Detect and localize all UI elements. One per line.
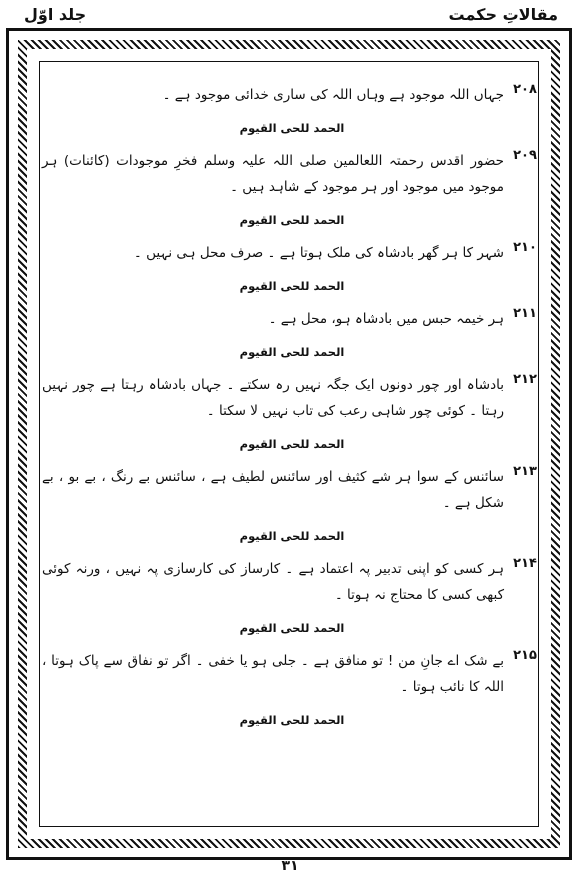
section-divider: الحمد للحی القیوم bbox=[239, 713, 345, 727]
saying-number: ۲۱۴ bbox=[513, 556, 537, 571]
saying-number: ۲۱۵ bbox=[513, 648, 537, 663]
saying-entry bbox=[42, 464, 542, 516]
saying-text: ہر خیمہ حبس میں بادشاہ ہو، محل ہے ۔ bbox=[268, 311, 504, 327]
saying-entry bbox=[42, 372, 542, 424]
page-number: ۳۱ bbox=[281, 858, 299, 874]
book-title: مقالاتِ حکمت bbox=[448, 5, 558, 24]
section-divider: الحمد للحی القیوم bbox=[239, 437, 345, 451]
saying-entry bbox=[42, 556, 542, 608]
saying-text: جہاں اللہ موجود ہے وہاں اللہ کی ساری خدائی موجود ہے ۔ bbox=[162, 87, 504, 103]
saying-text: بادشاہ اور چور دونوں ایک جگہ نہیں رہ سکتے ۔ جہاں بادشاہ رہتا ہے چور نہیں رہتا ۔ کوئی چور شاہی رعب کی تاب نہیں لا سکتا ۔ bbox=[42, 377, 504, 419]
saying-number: ۲۱۰ bbox=[513, 240, 537, 255]
section-divider: الحمد للحی القیوم bbox=[239, 621, 345, 635]
saying-entry bbox=[42, 240, 542, 266]
saying-entry bbox=[42, 306, 542, 332]
saying-text: ہر کسی کو اپنی تدبیر پہ اعتماد ہے ۔ کارساز کی کارسازی پہ نہیں ، ورنہ کوئی کبھی کسی کا محتاج نہ ہوتا ۔ bbox=[42, 561, 504, 603]
saying-text: شہر کا ہر گھر بادشاہ کی ملک ہوتا ہے ۔ صرف محل ہی نہیں ۔ bbox=[133, 245, 504, 261]
saying-number: ۲۰۸ bbox=[513, 82, 537, 97]
saying-number: ۲۱۱ bbox=[513, 306, 537, 321]
saying-number: ۲۱۲ bbox=[513, 372, 537, 387]
saying-entry bbox=[42, 82, 542, 108]
saying-entry bbox=[42, 148, 542, 200]
section-divider: الحمد للحی القیوم bbox=[239, 213, 345, 227]
section-divider: الحمد للحی القیوم bbox=[239, 121, 345, 135]
saying-text: حضور اقدس رحمتہ اللعالمین صلی اللہ علیہ وسلم فخرِ موجودات (کائنات) ہر موجود میں موجود اور ہر موجود کے شاہد ہیں ۔ bbox=[42, 153, 504, 195]
section-divider: الحمد للحی القیوم bbox=[239, 529, 345, 543]
volume-label: جلد اوّل bbox=[24, 5, 87, 24]
saying-number: ۲۰۹ bbox=[513, 148, 537, 163]
saying-entry bbox=[42, 648, 542, 700]
saying-text: بے شک اے جانِ من ! تو منافق ہے ۔ جلی ہو یا خفی ۔ اگر تو نفاق سے پاک ہوتا ، اللہ کا نائب ہوتا ۔ bbox=[42, 653, 504, 695]
saying-number: ۲۱۳ bbox=[513, 464, 537, 479]
section-divider: الحمد للحی القیوم bbox=[239, 345, 345, 359]
page-content bbox=[42, 82, 542, 740]
section-divider: الحمد للحی القیوم bbox=[239, 279, 345, 293]
saying-text: سائنس کے سوا ہر شے کثیف اور سائنس لطیف ہے ، سائنس بے رنگ ، بے بو ، بے شکل ہے ۔ bbox=[42, 469, 504, 511]
running-header bbox=[0, 2, 580, 28]
